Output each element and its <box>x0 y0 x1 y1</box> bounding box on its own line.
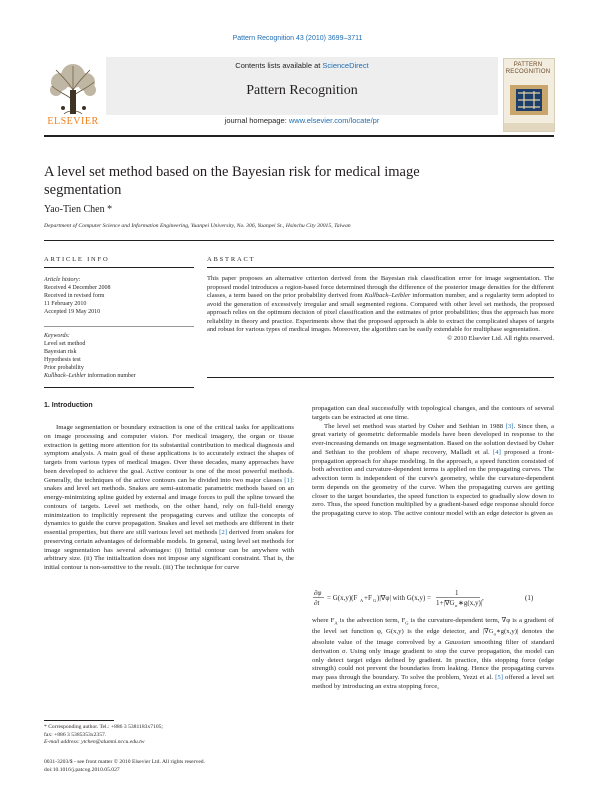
abstract-italic-term: Kullback–Leibler <box>364 292 411 300</box>
contents-available-line <box>106 61 498 70</box>
equation-1 <box>312 587 554 607</box>
footnote-line: fax: +886 3 5385353x2357. <box>44 731 107 738</box>
citation-link[interactable]: [2] <box>219 529 228 536</box>
issn-line: 0031-3203/$ - see front matter © 2010 Elsevier Ltd. All rights reserved. <box>44 759 205 765</box>
keyword-item: Bayesian risk <box>44 349 77 355</box>
homepage-link[interactable]: www.elsevier.com/locate/pr <box>288 116 380 125</box>
homepage-prefix: journal homepage: <box>224 116 289 125</box>
history-item: Received 4 December 2008 <box>44 285 111 291</box>
svg-text:,: , <box>482 594 484 602</box>
svg-text:1: 1 <box>455 589 459 597</box>
svg-text:1+|∇G: 1+|∇G <box>436 599 455 607</box>
keyword-item: Hypothesis test <box>44 357 81 363</box>
italic-term: Gaussian <box>444 639 471 647</box>
text-run: is the advection term, F <box>337 617 406 624</box>
abstract-part: This paper proposes an alternative criterion derived from the Bayesian risk classification error for image segmentation. The proposed model introduces a region-based force determined through the difference of the posterior image densities for the different classes, a term based on the prior probability derived from <box>207 275 554 300</box>
issn-doi-block <box>44 759 294 774</box>
elsevier-wordmark: ELSEVIER <box>47 116 99 127</box>
keyword-italic-part: Kullback–Leibler <box>44 373 86 379</box>
header-divider <box>44 135 554 137</box>
footnote-rule <box>44 720 114 721</box>
history-item: 11 February 2010 <box>44 301 87 307</box>
history-item: Accepted 19 May 2010 <box>44 309 101 315</box>
author-name: Yao-Tien Chen * <box>44 204 113 215</box>
footnote-line: * Corresponding author. Tel.: +886 3 5381183x7105; <box>44 724 163 730</box>
abstract-heading: ABSTRACT <box>207 256 256 263</box>
footnote-email[interactable]: E-mail address: ytchen@alumni.nccu.edu.tw <box>44 739 145 746</box>
sciencedirect-link[interactable]: ScienceDirect <box>322 61 369 70</box>
abstract-bottom-rule <box>207 377 554 378</box>
citation-link[interactable]: [3] <box>505 422 514 430</box>
svg-text:∂φ: ∂φ <box>314 589 322 597</box>
right-column-text <box>312 405 554 519</box>
journal-reference[interactable]: Pattern Recognition 43 (2010) 3699–3711 <box>232 35 363 42</box>
svg-text:+F: +F <box>364 594 372 602</box>
svg-text:∗g(x,y)|: ∗g(x,y)| <box>458 599 483 607</box>
keyword-item: Prior probability <box>44 365 84 371</box>
article-info-rule <box>44 267 194 268</box>
citation-link[interactable]: [1] <box>284 476 293 484</box>
text-run: smoothing filter of standard derivation σ. Using only image gradient to stop the curve propagation, the model can only detect target edges defined by gradient. In practice, this stopping force (edge strength) could not prevent the boundaries from leaking. Hence the propagating curves may pass through the boundary. To solve the problem, Yezzi et al. <box>312 639 554 682</box>
history-label: Article history: <box>44 277 81 283</box>
author-affiliation: Department of Computer Science and Information Engineering, Yuanpei University, No. 306, Yuanpei St., Hsinchu City 30015, Taiwan <box>44 223 351 229</box>
journal-homepage-line <box>106 116 498 125</box>
citation-link[interactable]: [4] <box>492 448 501 456</box>
history-item: Received in revised form <box>44 293 105 299</box>
paragraph <box>44 424 294 573</box>
left-column-text <box>44 424 294 573</box>
abstract-body <box>207 275 554 343</box>
paragraph <box>312 423 554 519</box>
abstract-rule <box>207 267 554 268</box>
article-info-bottom-rule <box>44 387 194 388</box>
text-run: Image segmentation or boundary extraction is one of the critical tasks for applications on image processing and computer vision. For medical imagery, the organ or tissue extraction is getting more attention for its substantial contribution to medical diagnosis and symptom analysis. A main goal of these applications is to accurately extract the shapes of targets from various types of medical images. Over these decades, many approaches have been developed to achieve the goal. Active contour is one of the most powerful methods. Generally, the techniques of the active contours can be divided into two major classes <box>44 424 294 484</box>
paragraph: where $F_A$ is the advection term, $F_G$ is the curvature-dependent term, ∇φ is a gradient of the level set function φ, G(x,y) is the edge detector, and $|\nabla G_\sigma∗g(x,y)|$ denotes the absolute value of the image convolved by a Gaussian smoothing filter of standard derivation σ. Using only image gradient to stop the curve propagation, the model can only detect target edges defined by gradient. In practice, this stopping force (edge strength) could not prevent the boundaries from leaking. Hence the propagating curves may pass through the boundary. To solve the problem, Yezzi et al. [5] offered a level set method by introducing an extra stopping force, <box>312 617 554 690</box>
cover-title: PATTERN RECOGNITION <box>505 62 551 75</box>
doi-line[interactable]: doi:10.1016/j.patcog.2010.05.027 <box>44 766 120 773</box>
paragraph: propagation can deal successfully with topological changes, and the contours of several targets can be extracted at one time. <box>312 405 554 421</box>
text-run: . Since then, a great variety of geometric deformable models have been developed in response to the ever-increasing demands on image segmentation. Based on the solution devised by Osher and Sethian to the problem of shape recovery, Malladi et al. <box>312 422 554 456</box>
text-run: derived from snakes for preserving certain advantages of deformable models. In general, using level set methods for image segmentation has several advantages: (i) Initial contour can be anywhere with arbitrary size. (ii) The initialization does not impose any significant constraint. That is, the initial contour is non-sensitive to the result. (iii) The technique for curve <box>44 529 294 571</box>
corresponding-author-footnote <box>44 724 294 747</box>
svg-text:σ: σ <box>455 603 458 608</box>
abstract-part: information number, and a regularity term adopted to avoid the generation of excessively irregular and small segmented regions. Compared with other level set methods, the proposed approach relies on the optimum decision of pixel classification and the estimates of prior probabilities; thus the approach has more reliability in theory and practice. Experiments show that the proposed approach is able to extract the complicated shapes of targets and robust for various types of medical images. Moreover, the algorithm can be easily extendable for multiphase segmentation. <box>207 292 555 334</box>
citation-link[interactable]: [5] <box>495 674 503 682</box>
svg-text:)|∇φ| with G(x,y) =: )|∇φ| with G(x,y) = <box>377 594 431 602</box>
section-heading-introduction: 1. Introduction <box>44 402 93 409</box>
text-run: where F <box>312 617 335 624</box>
article-info-mid-rule <box>44 326 194 327</box>
keywords-list <box>44 332 194 380</box>
text-run: : snakes and level set methods. Snakes are semi-automatic parametric methods based on an energy-minimizing spline guided by external and image forces to pull the spline toward the contours of targets. Level set methods, on the other hand, rely on full-field energy minimization to implicitly represent the propagating curves and utilize the concepts of dynamics to guide the curve propagation. Snakes and level set methods are different in their essential properties, but there are still various level set methods <box>44 476 294 536</box>
text-run: proposed a front-propagation approach for shape modeling. In the approach, a speed function consisted of both advection and curvature-dependent terms is applied on the propagating curves. The advection term is independent of the curve's geometry, while the curvature-dependent term depends on the geometry of the curve. When the propagating curves are getting closer to the target boundaries, the speed function is expected to gradually slow down to zero. Thus, the speed function multiplied by a gradient-based edge response should force the propagating curve to stop. The active contour model with an edge detector is given as <box>312 448 554 517</box>
svg-text:G: G <box>373 598 377 603</box>
article-info-heading: ARTICLE INFO <box>44 256 110 263</box>
svg-text:= G(x,y)(F: = G(x,y)(F <box>327 594 358 602</box>
paper-title: A level set method based on the Bayesian risk for medical image segmentation <box>44 164 420 198</box>
journal-title: Pattern Recognition <box>246 83 358 98</box>
text-run: is the curvature-dependent term, ∇φ is a gradient of the level set function φ, G(x,y) is the edge detector, and |∇G <box>312 617 554 636</box>
text-run: offered a level set method by introducing an extra stopping force, <box>312 674 554 690</box>
keywords-label: Keywords: <box>44 333 70 339</box>
text-run: ∗g(x,y)| denotes the absolute value of the image convolved by a <box>312 628 554 647</box>
article-history <box>44 276 194 316</box>
svg-text:A: A <box>360 598 364 603</box>
abstract-copyright: © 2010 Elsevier Ltd. All rights reserved. <box>447 334 554 342</box>
title-divider <box>44 240 554 241</box>
text-run: The level set method was started by Osher and Sethian in 1988 <box>324 422 506 430</box>
contents-prefix: Contents lists available at <box>235 61 323 70</box>
right-column-text-continued <box>312 617 554 692</box>
equation-number: (1) <box>525 594 534 602</box>
keyword-item: Level set method <box>44 341 86 347</box>
keyword-rest-part: information number <box>86 373 136 379</box>
svg-text:∂t: ∂t <box>314 599 320 607</box>
keyword-item <box>44 372 194 380</box>
